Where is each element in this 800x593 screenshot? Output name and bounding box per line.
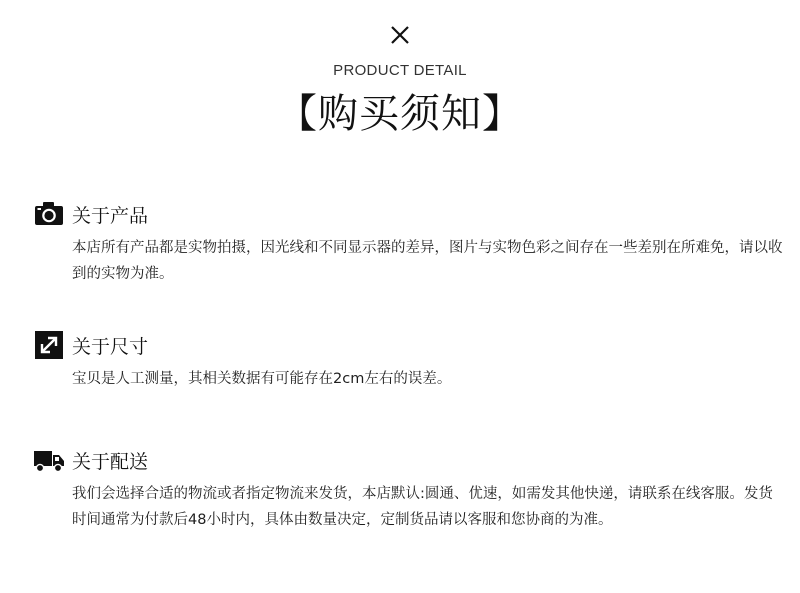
section-title: 关于配送 — [72, 451, 149, 473]
camera-icon — [34, 199, 64, 229]
truck-icon — [34, 445, 64, 475]
close-icon[interactable] — [389, 24, 411, 46]
section-header — [34, 445, 784, 475]
section-shipping — [34, 445, 784, 533]
page-subtitle: PRODUCT DETAIL — [333, 62, 467, 79]
section-header — [34, 199, 784, 229]
section-header — [34, 330, 784, 360]
section-product — [34, 199, 784, 287]
section-body: 我们会选择合适的物流或者指定物流来发货，本店默认:圆通、优速，如需发其他快递，请联系在线客服。发货时间通常为付款后48小时内，具体由数量决定，定制货品请以客服和您协商的为准。 — [72, 486, 773, 528]
section-body: 宝贝是人工测量，其相关数据有可能存在2cm左右的误差。 — [72, 371, 452, 387]
page-title: 【购买须知】 — [277, 91, 523, 137]
resize-arrow-icon — [34, 330, 64, 360]
section-title: 关于尺寸 — [72, 336, 149, 358]
section-title: 关于产品 — [72, 205, 149, 227]
section-size — [34, 330, 784, 392]
section-body: 本店所有产品都是实物拍摄，因光线和不同显示器的差异，图片与实物色彩之间存在一些差别在所难免，请以收到的实物为准。 — [72, 240, 783, 282]
